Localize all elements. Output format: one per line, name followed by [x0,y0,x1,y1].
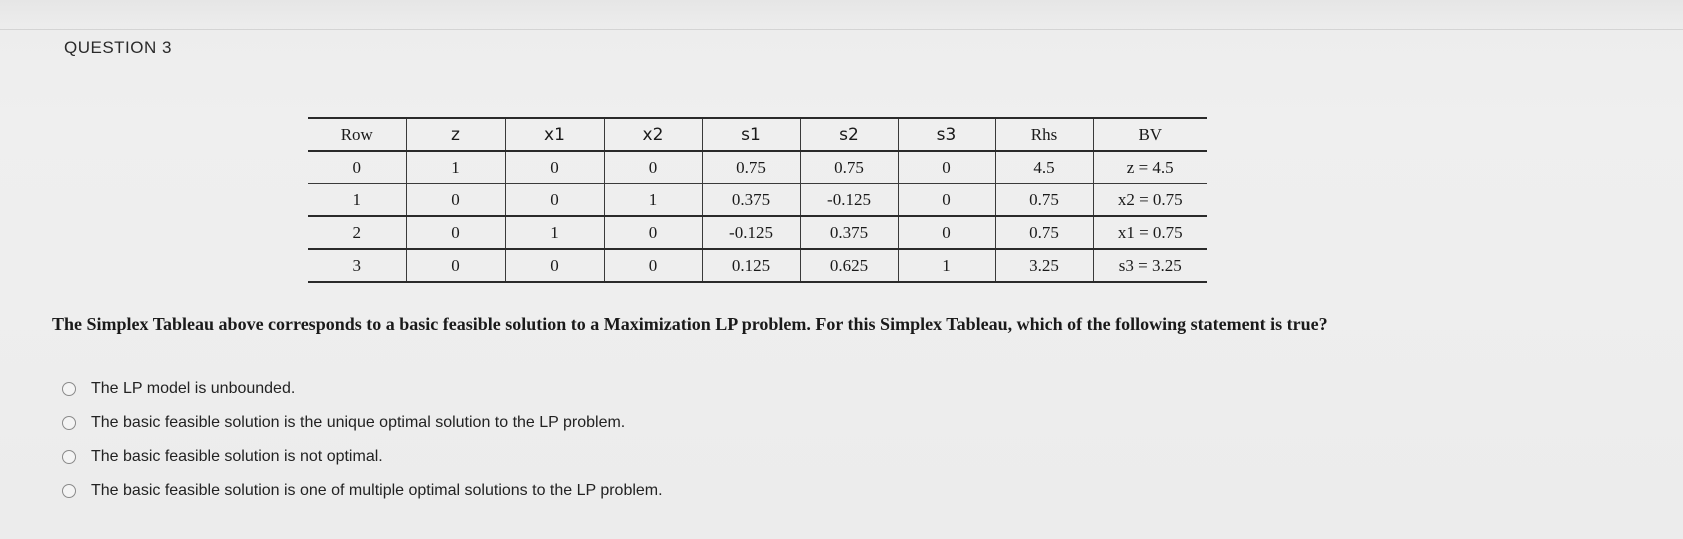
option-label: The LP model is unbounded. [91,380,296,397]
cell: 0.125 [702,249,800,282]
answer-option[interactable] [62,440,663,474]
cell: x2 = 0.75 [1093,184,1207,217]
cell: 1 [308,184,406,217]
header-s1: s1 [702,118,800,151]
answer-option[interactable] [62,372,663,406]
cell: 0 [406,184,505,217]
cell: 0.75 [995,184,1093,217]
cell: s3 = 3.25 [1093,249,1207,282]
table-row [308,216,1207,249]
cell: 0 [406,249,505,282]
header-x2: x2 [604,118,702,151]
cell: 0 [898,151,995,184]
option-label: The basic feasible solution is one of multiple optimal solutions to the LP problem. [91,482,663,499]
option-label: The basic feasible solution is not optimal. [91,448,383,465]
cell: 0.375 [702,184,800,217]
cell: 0 [898,216,995,249]
answer-option[interactable] [62,406,663,440]
header-s3: s3 [898,118,995,151]
cell: 0 [308,151,406,184]
cell: 0.75 [800,151,898,184]
cell: z = 4.5 [1093,151,1207,184]
tableau-header-row [308,118,1207,151]
radio-button[interactable] [62,382,76,396]
cell: 3 [308,249,406,282]
cell: 1 [898,249,995,282]
radio-button[interactable] [62,450,76,464]
header-x1: x1 [505,118,604,151]
header-s2: s2 [800,118,898,151]
cell: 0.375 [800,216,898,249]
cell: 0 [406,216,505,249]
cell: 0 [604,151,702,184]
header-row: Row [308,118,406,151]
cell: -0.125 [702,216,800,249]
cell: 0 [604,249,702,282]
cell: x1 = 0.75 [1093,216,1207,249]
header-z: z [406,118,505,151]
divider [0,29,1683,30]
cell: 0 [505,184,604,217]
cell: 1 [505,216,604,249]
option-label: The basic feasible solution is the unique optimal solution to the LP problem. [91,414,626,431]
radio-button[interactable] [62,416,76,430]
answer-options [62,372,663,508]
cell: 3.25 [995,249,1093,282]
cell: 1 [604,184,702,217]
radio-button[interactable] [62,484,76,498]
table-row [308,249,1207,282]
header-bv: BV [1093,118,1207,151]
answer-option[interactable] [62,474,663,508]
header-rhs: Rhs [995,118,1093,151]
cell: 0.625 [800,249,898,282]
table-row [308,184,1207,217]
cell: 4.5 [995,151,1093,184]
cell: 0 [505,151,604,184]
cell: 1 [406,151,505,184]
cell: 2 [308,216,406,249]
question-title: QUESTION 3 [64,38,172,57]
cell: 0.75 [702,151,800,184]
table-row [308,151,1207,184]
cell: -0.125 [800,184,898,217]
cell: 0.75 [995,216,1093,249]
simplex-tableau [308,117,1207,283]
cell: 0 [898,184,995,217]
cell: 0 [505,249,604,282]
cell: 0 [604,216,702,249]
question-prompt: The Simplex Tableau above corresponds to a basic feasible solution to a Maximization LP problem. For this Simplex Tableau, which of the following statement is true? [52,314,1328,334]
